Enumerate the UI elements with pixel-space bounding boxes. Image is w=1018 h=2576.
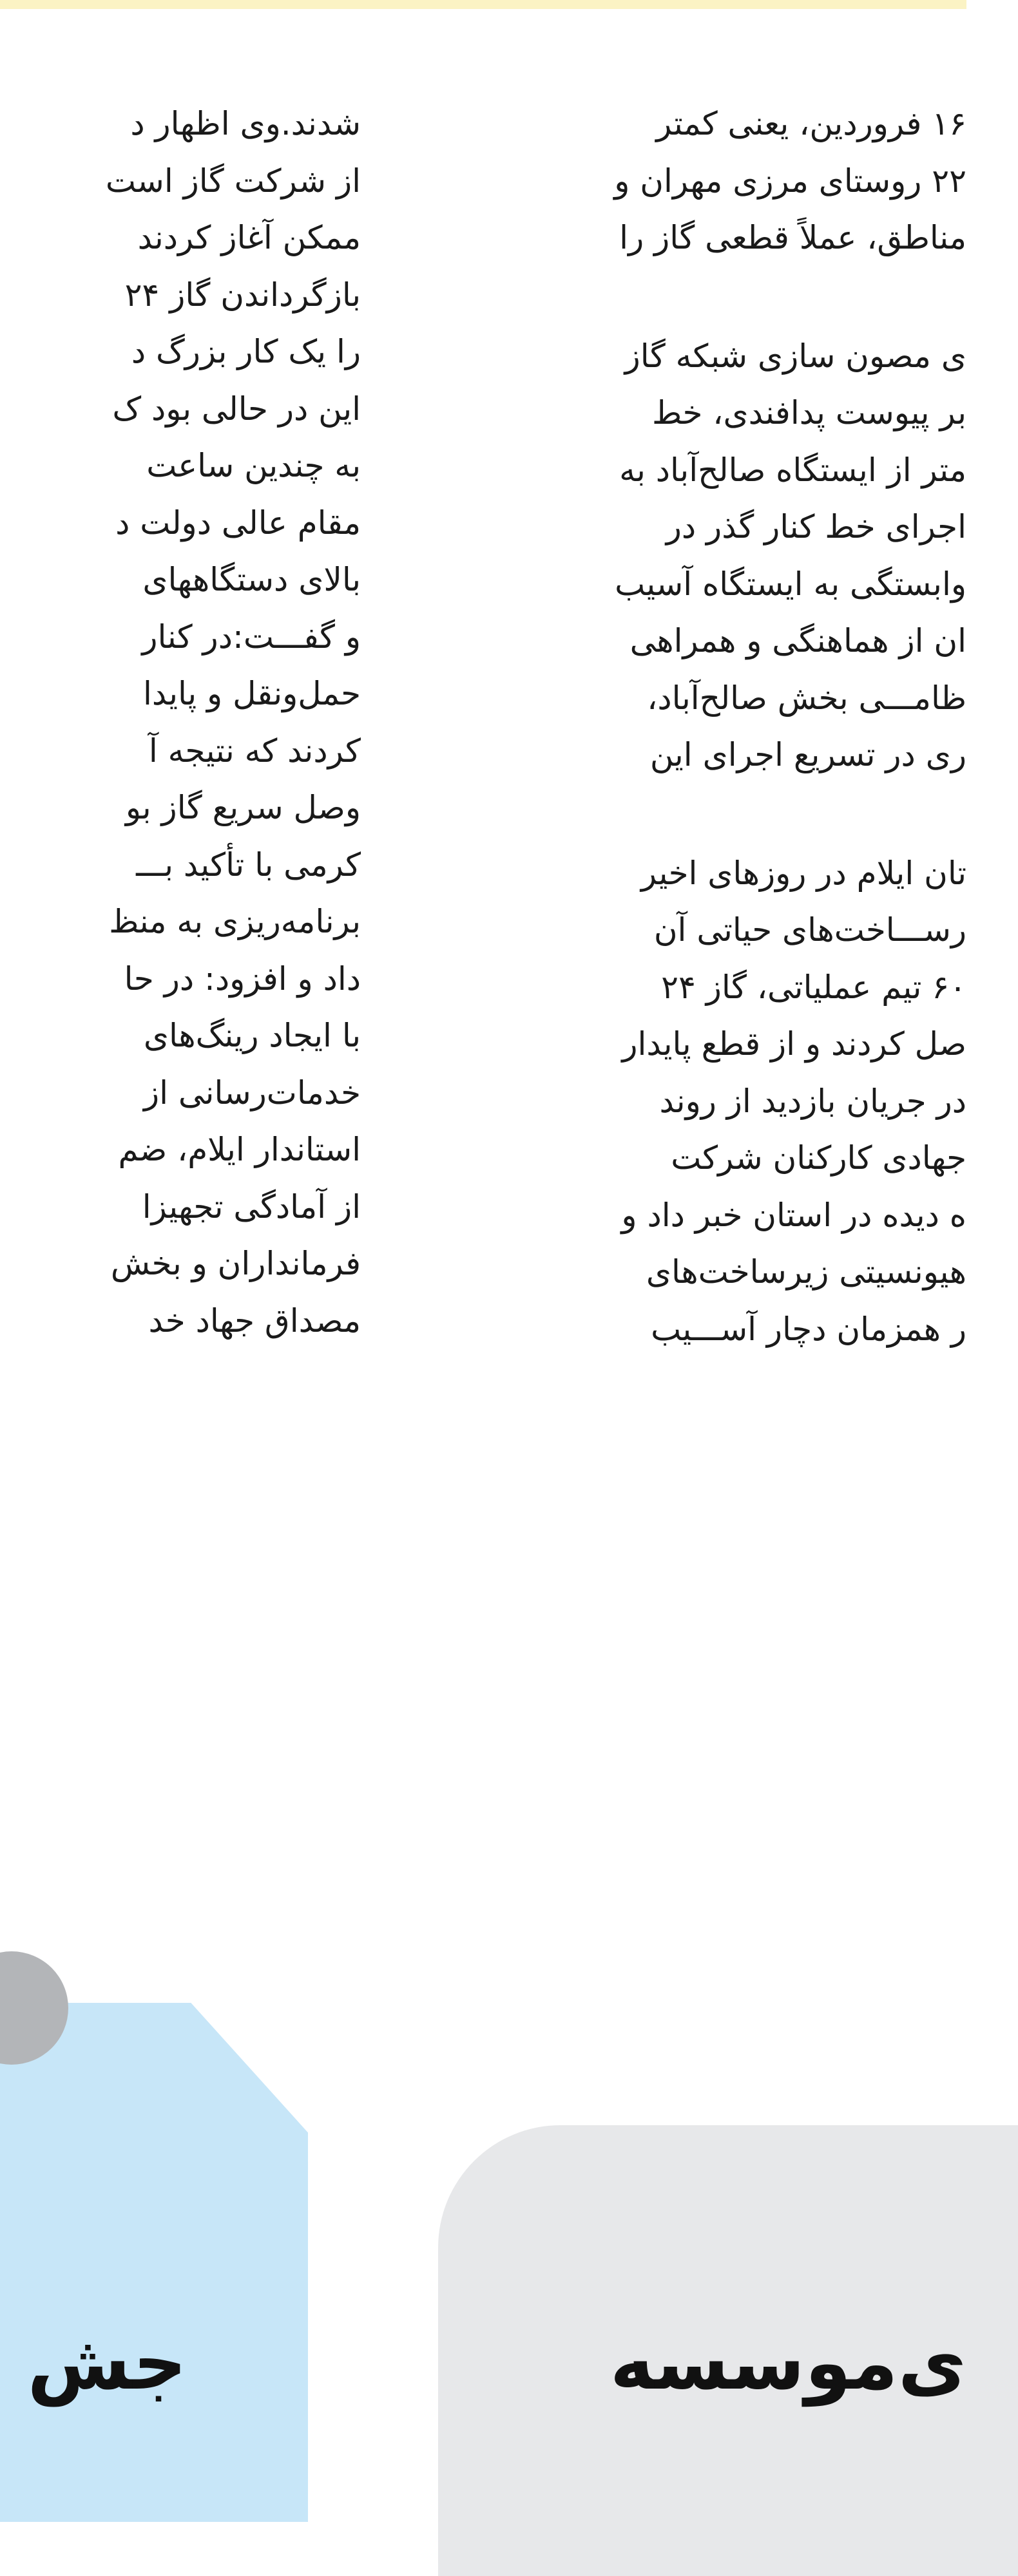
text-line: اجرای خط کنار گذر در bbox=[666, 508, 966, 545]
text-line: از شرکت گاز است bbox=[105, 162, 361, 200]
text-line: با ایجاد رینگ‌های bbox=[143, 1017, 361, 1054]
text-line: تان ایلام در روزهای اخیر bbox=[640, 854, 966, 892]
text-line: صل کردند و از قطع پایدار bbox=[622, 1025, 966, 1063]
text-line: وصل سریع گاز بو bbox=[125, 789, 361, 826]
text-line: مصداق جهاد خد bbox=[148, 1302, 361, 1340]
text-line: رســـاخت‌های حیاتی آن bbox=[653, 911, 966, 949]
text-line: ۶۰ تیم عملیاتی، گاز ۲۴ bbox=[661, 968, 966, 1006]
text-line: استاندار ایلام، ضم bbox=[118, 1131, 361, 1168]
text-line: ر همزمان دچار آســـیب bbox=[651, 1310, 966, 1348]
text-line: داد و افزود: در حا bbox=[124, 960, 361, 998]
text-line: و گفـــت:در کنار bbox=[142, 618, 361, 656]
text-line: شدند.وی اظهار د bbox=[130, 105, 361, 142]
text-line: هیونسیتی زیرساخت‌های bbox=[646, 1253, 966, 1291]
text-line: مناطق، عملاً قطعی گاز را bbox=[619, 219, 966, 256]
text-line: ۱۶ فروردین، یعنی کمتر bbox=[656, 105, 966, 142]
paragraph-gap bbox=[445, 267, 966, 328]
text-line: این در حالی بود ک bbox=[112, 390, 361, 428]
text-line: جهادی کارکنان شرکت bbox=[671, 1139, 966, 1177]
text-line: به چندین ساعت bbox=[146, 447, 361, 484]
top-color-band bbox=[0, 0, 966, 9]
heading-right: ی‌موسسه bbox=[610, 2320, 966, 2407]
text-line: وابستگی به ایستگاه آسیب bbox=[615, 565, 966, 603]
text-line: کردند که نتیجه آ bbox=[148, 732, 361, 770]
text-line: برنامه‌ریزی به منظ bbox=[109, 903, 361, 940]
paragraph-gap bbox=[445, 784, 966, 845]
article-column-left bbox=[0, 95, 361, 1340]
text-line: ۲۲ روستای مرزی مهران و bbox=[614, 162, 966, 200]
text-line: مقام عالی دولت د bbox=[115, 504, 361, 542]
text-line: خدمات‌رسانی از bbox=[143, 1074, 361, 1112]
article-column-right bbox=[445, 95, 966, 1348]
text-line: متر از ایستگاه صالح‌آباد به bbox=[619, 451, 966, 489]
text-line: بالای دستگاههای bbox=[142, 561, 361, 598]
text-line: ممکن آغاز کردند bbox=[137, 219, 361, 256]
text-line: ان از هماهنگی و همراهی bbox=[629, 622, 966, 659]
text-line: بازگرداندن گاز ۲۴ bbox=[124, 276, 361, 314]
text-line: حمل‌ونقل و پایدا bbox=[142, 675, 361, 712]
text-line: از آمادگی تجهیزا bbox=[142, 1188, 361, 1226]
blue-panel bbox=[0, 2003, 308, 2522]
text-line: ظامـــی بخش صالح‌آباد، bbox=[647, 679, 966, 717]
text-line: کرمی با تأکید بـــ bbox=[136, 846, 361, 884]
text-line: را یک کار بزرگ د bbox=[131, 333, 361, 370]
text-line: بر پیوست پدافندی، خط bbox=[652, 394, 966, 431]
text-line: ی مصون سازی شبکه گاز bbox=[624, 337, 966, 375]
heading-left: جش bbox=[27, 2320, 187, 2407]
text-line: فرمانداران و بخش bbox=[110, 1245, 361, 1282]
text-line: ری در تسریع اجرای این bbox=[649, 736, 966, 773]
text-line: در جریان بازدید از روند bbox=[659, 1082, 966, 1120]
text-line: ه دیده در استان خبر داد و bbox=[621, 1196, 966, 1234]
